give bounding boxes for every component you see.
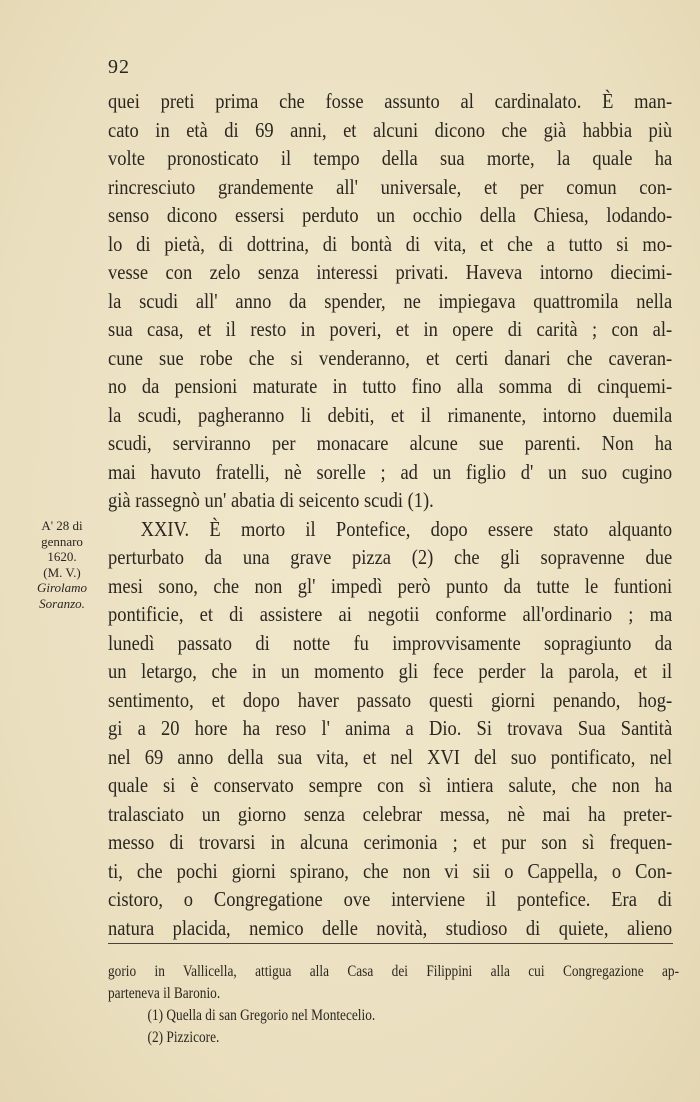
page-number: 92 [108,56,130,78]
paragraph-start-line: XXIV. È morto il Pontefice, dopo essere stato alquanto [140,516,673,541]
text-line: quei preti prima che fosse assunto al cardinalato. È man- [108,89,673,113]
footnote-continuation: parteneva il Baronio. [108,985,221,1002]
text-line: mai havuto fratelli, nè sorelle ; ad un figlio d' un suo cugino [108,459,673,484]
text-line: rincresciuto grandemente all' universale, et per comun con- [108,174,673,199]
footnote-2: (2) Pizzicore. [147,1029,220,1046]
text-line: mesi sono, che non gl' impedì però punto da tutte le funtioni [108,573,673,598]
footnote-continuation: gorio in Vallicella, attigua alla Casa dei Filippini alla cui Congregazione ap- [108,963,680,980]
margin-note [26,518,98,611]
text-line: volte pronosticato il tempo della sua morte, la quale ha [108,146,673,170]
margin-note-author-first: Girolamo [36,580,88,595]
text-line: vesse con zelo senza interessi privati. Haveva intorno diecimi- [108,260,673,284]
text-line: la scudi, pagheranno li debiti, et il rimanente, intorno duemila [108,402,673,427]
text-line: messo di trovarsi in alcuna cerimonia ; et pur son sì frequen- [108,830,673,854]
text-line: gi a 20 hore ha reso l' anima a Dio. Si trovava Sua Santità [108,716,673,740]
text-line: pontificie, et di assistere ai negotii conforme all'ordinario ; ma [108,602,673,626]
margin-note-author-last: Soranzo. [39,595,85,611]
text-line: quale si è conservato sempre con sì intiera salute, che non ha [108,773,673,797]
footnote-1: (1) Quella di san Gregorio nel Montecelio. [147,1007,376,1024]
text-line: sua casa, et il resto in poveri, et in opere di carità ; con al- [108,317,673,341]
footnotes [108,961,679,1049]
text-line: tralasciato un giorno senza celebrar messa, nè mai ha preter- [108,801,673,826]
text-line: sentimento, et dopo haver passato questi giorni penando, hog- [108,687,673,712]
text-line: cistoro, o Congregatione ove interviene il pontefice. Era di [108,887,673,911]
text-line: nel 69 anno della sua vita, et nel XVI del suo pontificato, nel [108,744,673,769]
text-line: lunedì passato di notte fu improvvisamente sopragiunto da [108,630,673,655]
margin-note-month: gennaro [41,533,83,549]
margin-note-year: 1620. [47,549,77,564]
text-line: cato in età di 69 anni, et alcuni dicono che già habbia più [108,117,673,142]
text-line: cune sue robe che si venderanno, et certi danari che caveran- [108,345,673,370]
text-line: natura placida, nemico delle novità, studioso di quiete, alieno [108,915,673,940]
footnote-divider [108,943,673,944]
text-line: già rassegnò un' abatia di seicento scudi (1). [108,488,434,512]
body-text [108,87,672,942]
text-line: un letargo, che in un momento gli fece perder la parola, et il [108,659,673,683]
text-line: ti, che pochi giorni spirano, che non vi sii o Cappella, o Con- [108,858,673,883]
text-line: no da pensioni maturate in tutto fino alla somma di cinquemi- [108,374,673,398]
text-line: lo di pietà, di dottrina, di bontà di vita, et che a tutto si mo- [108,231,673,256]
text-line: la scudi all' anno da spender, ne impiegava quattromila nella [108,288,673,313]
margin-note-date: A' 28 di [41,518,83,533]
margin-note-style: (M. V.) [43,564,81,580]
text-line: senso dicono essersi perduto un occhio della Chiesa, lodando- [108,203,673,227]
text-line: scudi, serviranno per monacare alcune sue parenti. Non ha [108,431,673,455]
text-line: perturbato da una grave pizza (2) che gli sopravenne due [108,545,673,569]
